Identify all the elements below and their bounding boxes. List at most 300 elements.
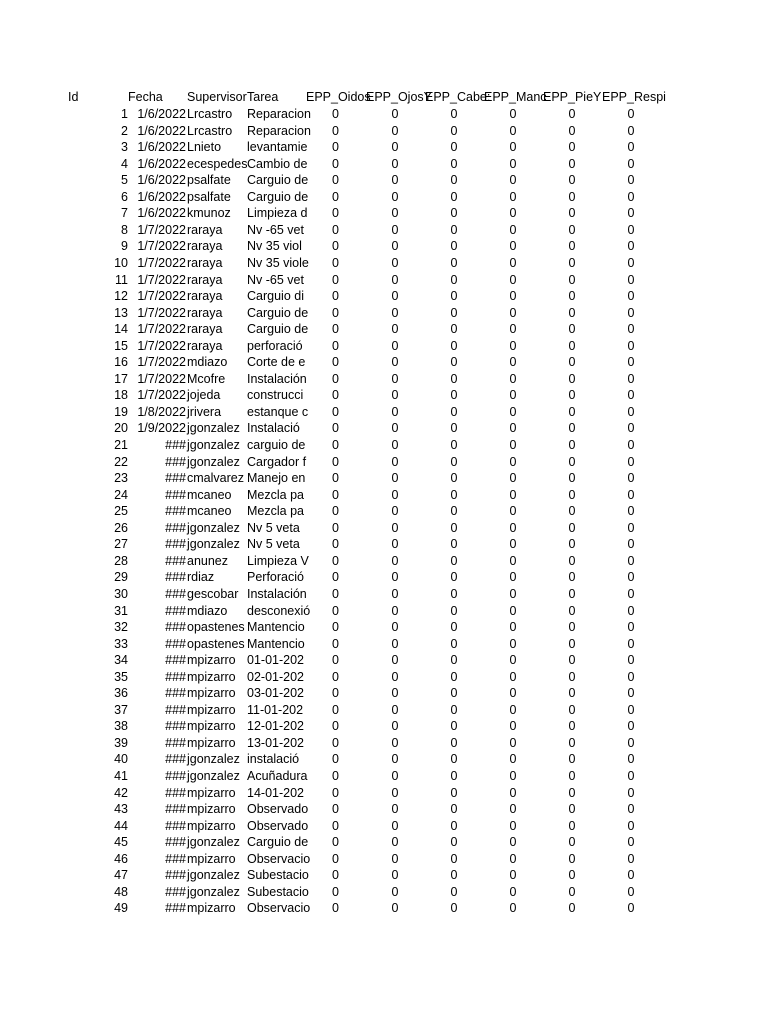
cell-epp-pie: 0 [568,802,576,817]
cell-epp-cabeza: 0 [450,868,458,883]
cell-epp-ojos: 0 [391,371,399,386]
cell-id: 9 [121,239,128,254]
cell-epp-resp: 0 [627,222,635,237]
cell-tarea: Cambio de [247,156,308,171]
cell-epp-cabeza: 0 [450,371,458,386]
cell-epp-resp: 0 [627,504,635,519]
cell-epp-pie: 0 [568,305,576,320]
cell-supervisor: jgonzalez [187,835,240,850]
table-row [0,454,768,471]
cell-epp-ojos: 0 [391,620,399,635]
cell-epp-resp: 0 [627,471,635,486]
cell-supervisor: raraya [187,322,223,337]
cell-id: 4 [121,156,128,171]
cell-tarea: 12-01-202 [247,719,304,734]
cell-supervisor: raraya [187,255,223,270]
cell-fecha: ### [165,802,186,817]
cell-id: 17 [114,371,128,386]
cell-epp-oidos: 0 [332,107,339,121]
cell-id: 37 [114,702,128,717]
cell-epp-oidos: 0 [332,239,339,254]
cell-epp-pie: 0 [568,156,576,171]
cell-tarea: construcci [247,388,304,403]
cell-epp-manos: 0 [509,884,517,899]
cell-epp-ojos: 0 [391,702,399,717]
cell-epp-oidos: 0 [332,586,339,601]
cell-fecha: 1/6/2022 [137,173,186,188]
header-tarea: Tarea [247,90,279,104]
cell-tarea: levantamie [247,140,308,155]
cell-epp-manos: 0 [509,322,517,337]
cell-epp-oidos: 0 [332,338,339,353]
cell-supervisor: jojeda [187,388,221,403]
cell-epp-cabeza: 0 [450,669,458,684]
cell-epp-manos: 0 [509,520,517,535]
cell-epp-resp: 0 [627,702,635,717]
table-row [0,272,768,289]
cell-epp-oidos: 0 [332,322,339,337]
cell-epp-oidos: 0 [332,620,339,635]
cell-epp-pie: 0 [568,520,576,535]
cell-supervisor: cmalvarez [187,471,244,486]
cell-epp-pie: 0 [568,901,576,916]
cell-epp-ojos: 0 [391,438,399,452]
cell-epp-ojos: 0 [391,305,399,320]
cell-epp-oidos: 0 [332,752,339,767]
cell-epp-cabeza: 0 [450,123,458,138]
cell-fecha: ### [165,818,186,833]
cell-epp-manos: 0 [509,586,517,601]
cell-epp-cabeza: 0 [450,322,458,337]
cell-id: 8 [121,222,128,237]
table-row [0,255,768,272]
cell-supervisor: Lnieto [187,140,222,155]
cell-epp-pie: 0 [568,504,576,519]
cell-supervisor: psalfate [187,189,231,204]
cell-id: 33 [114,636,128,651]
cell-epp-oidos: 0 [332,305,339,320]
cell-epp-ojos: 0 [391,140,399,155]
cell-epp-pie: 0 [568,636,576,651]
table-row [0,652,768,669]
cell-epp-oidos: 0 [332,222,339,237]
cell-epp-manos: 0 [509,686,517,701]
cell-tarea: Nv 5 veta [247,520,300,535]
cell-epp-pie: 0 [568,785,576,800]
cell-epp-cabeza: 0 [450,140,458,155]
cell-id: 44 [114,818,128,833]
cell-epp-oidos: 0 [332,272,339,287]
cell-tarea: Limpieza V [247,553,309,568]
table-row [0,387,768,404]
table-row [0,818,768,835]
cell-epp-cabeza: 0 [450,553,458,568]
cell-epp-resp: 0 [627,487,635,502]
cell-tarea: Carguio de [247,835,309,850]
cell-epp-pie: 0 [568,338,576,353]
cell-epp-resp: 0 [627,785,635,800]
cell-epp-manos: 0 [509,504,517,519]
cell-epp-resp: 0 [627,140,635,155]
cell-epp-pie: 0 [568,884,576,899]
cell-epp-cabeza: 0 [450,620,458,635]
cell-tarea: Carguio de [247,189,309,204]
table-row [0,354,768,371]
cell-fecha: ### [165,735,186,750]
cell-tarea: Nv 35 viol [247,239,302,254]
cell-fecha: ### [165,520,186,535]
cell-supervisor: mpizarro [187,653,236,668]
cell-epp-pie: 0 [568,388,576,403]
cell-id: 18 [114,388,128,403]
table-row [0,536,768,553]
table-row [0,735,768,752]
cell-epp-cabeza: 0 [450,404,458,419]
cell-tarea: Corte de e [247,355,306,370]
cell-epp-ojos: 0 [391,454,399,469]
cell-fecha: ### [165,487,186,502]
cell-id: 39 [114,735,128,750]
table-row [0,205,768,222]
cell-tarea: Mantencio [247,636,305,651]
cell-epp-resp: 0 [627,255,635,270]
cell-tarea: Nv -65 vet [247,272,304,287]
cell-epp-cabeza: 0 [450,438,458,452]
cell-id: 28 [114,553,128,568]
cell-id: 41 [114,769,128,783]
cell-epp-cabeza: 0 [450,388,458,403]
cell-fecha: 1/7/2022 [137,239,186,254]
cell-epp-ojos: 0 [391,471,399,486]
table-row [0,189,768,206]
cell-id: 20 [114,421,128,436]
cell-id: 29 [114,570,128,585]
cell-epp-cabeza: 0 [450,454,458,469]
cell-epp-ojos: 0 [391,272,399,287]
cell-epp-manos: 0 [509,752,517,767]
cell-epp-resp: 0 [627,686,635,701]
cell-fecha: ### [165,504,186,519]
cell-epp-resp: 0 [627,173,635,188]
cell-fecha: 1/6/2022 [137,123,186,138]
cell-fecha: ### [165,752,186,767]
cell-supervisor: mpizarro [187,735,236,750]
cell-supervisor: Lrcastro [187,107,233,121]
cell-supervisor: ecespedes [187,156,248,171]
cell-id: 10 [114,255,128,270]
cell-epp-oidos: 0 [332,140,339,155]
cell-epp-pie: 0 [568,769,576,783]
cell-epp-oidos: 0 [332,868,339,883]
cell-fecha: 1/6/2022 [137,156,186,171]
cell-id: 32 [114,620,128,635]
cell-id: 25 [114,504,128,519]
cell-epp-cabeza: 0 [450,255,458,270]
cell-id: 22 [114,454,128,469]
cell-epp-ojos: 0 [391,884,399,899]
table-row [0,222,768,239]
cell-epp-resp: 0 [627,586,635,601]
cell-fecha: ### [165,570,186,585]
cell-tarea: 03-01-202 [247,686,304,701]
table-row [0,338,768,355]
cell-epp-oidos: 0 [332,570,339,585]
cell-epp-resp: 0 [627,454,635,469]
table-row [0,371,768,388]
cell-id: 24 [114,487,128,502]
cell-supervisor: mpizarro [187,785,236,800]
cell-epp-cabeza: 0 [450,570,458,585]
cell-epp-oidos: 0 [332,471,339,486]
cell-epp-oidos: 0 [332,123,339,138]
cell-tarea: Nv 35 viole [247,255,309,270]
table-row [0,503,768,520]
cell-supervisor: mpizarro [187,818,236,833]
cell-fecha: 1/7/2022 [137,222,186,237]
cell-tarea: carguio de [247,438,306,452]
cell-id: 7 [121,206,128,221]
table-row [0,834,768,851]
cell-epp-ojos: 0 [391,388,399,403]
cell-epp-cabeza: 0 [450,504,458,519]
cell-epp-ojos: 0 [391,818,399,833]
cell-epp-oidos: 0 [332,189,339,204]
cell-epp-resp: 0 [627,835,635,850]
table-row [0,636,768,653]
cell-fecha: ### [165,686,186,701]
cell-epp-ojos: 0 [391,206,399,221]
cell-epp-ojos: 0 [391,338,399,353]
cell-epp-resp: 0 [627,769,635,783]
cell-fecha: ### [165,851,186,866]
cell-id: 23 [114,471,128,486]
cell-supervisor: jrivera [187,404,222,419]
cell-epp-cabeza: 0 [450,421,458,436]
cell-supervisor: opastenes [187,620,245,635]
cell-epp-oidos: 0 [332,438,339,452]
cell-tarea: Instalació [247,421,300,436]
cell-epp-resp: 0 [627,653,635,668]
cell-epp-resp: 0 [627,189,635,204]
cell-epp-cabeza: 0 [450,785,458,800]
cell-fecha: 1/7/2022 [137,371,186,386]
cell-epp-ojos: 0 [391,553,399,568]
cell-tarea: Limpieza d [247,206,308,221]
cell-fecha: ### [165,901,186,916]
cell-epp-resp: 0 [627,289,635,304]
cell-supervisor: jgonzalez [187,421,240,436]
table-row [0,123,768,140]
cell-epp-oidos: 0 [332,669,339,684]
cell-epp-pie: 0 [568,355,576,370]
cell-supervisor: raraya [187,305,223,320]
cell-supervisor: anunez [187,553,229,568]
cell-epp-ojos: 0 [391,719,399,734]
cell-epp-ojos: 0 [391,802,399,817]
table-row [0,520,768,537]
cell-epp-manos: 0 [509,305,517,320]
cell-tarea: Mezcla pa [247,487,304,502]
cell-fecha: ### [165,653,186,668]
cell-fecha: ### [165,553,186,568]
cell-epp-ojos: 0 [391,322,399,337]
cell-epp-oidos: 0 [332,255,339,270]
cell-epp-oidos: 0 [332,206,339,221]
cell-epp-pie: 0 [568,719,576,734]
cell-epp-oidos: 0 [332,487,339,502]
cell-epp-ojos: 0 [391,636,399,651]
cell-epp-ojos: 0 [391,239,399,254]
cell-epp-resp: 0 [627,305,635,320]
cell-epp-manos: 0 [509,338,517,353]
cell-epp-cabeza: 0 [450,305,458,320]
cell-epp-oidos: 0 [332,851,339,866]
cell-fecha: ### [165,702,186,717]
cell-epp-manos: 0 [509,272,517,287]
cell-supervisor: Lrcastro [187,123,233,138]
cell-supervisor: Mcofre [187,371,226,386]
cell-id: 26 [114,520,128,535]
table-row [0,487,768,504]
cell-supervisor: mpizarro [187,851,236,866]
cell-epp-manos: 0 [509,769,517,783]
header-epp-ojos: EPP_OjosY [366,90,433,104]
cell-epp-resp: 0 [627,802,635,817]
cell-fecha: 1/7/2022 [137,338,186,353]
cell-epp-pie: 0 [568,107,576,121]
cell-epp-manos: 0 [509,371,517,386]
cell-tarea: estanque c [247,404,309,419]
cell-supervisor: opastenes [187,636,245,651]
cell-epp-pie: 0 [568,173,576,188]
cell-epp-resp: 0 [627,123,635,138]
cell-epp-oidos: 0 [332,835,339,850]
cell-fecha: ### [165,785,186,800]
cell-epp-oidos: 0 [332,719,339,734]
cell-id: 13 [114,305,128,320]
cell-epp-oidos: 0 [332,603,339,618]
cell-id: 27 [114,537,128,552]
cell-epp-cabeza: 0 [450,239,458,254]
cell-epp-pie: 0 [568,851,576,866]
cell-supervisor: jgonzalez [187,537,240,552]
cell-epp-cabeza: 0 [450,338,458,353]
cell-epp-manos: 0 [509,785,517,800]
cell-tarea: Perforació [247,570,304,585]
table-row [0,139,768,156]
cell-fecha: ### [165,454,186,469]
cell-epp-pie: 0 [568,669,576,684]
cell-epp-pie: 0 [568,553,576,568]
cell-epp-cabeza: 0 [450,702,458,717]
cell-epp-cabeza: 0 [450,818,458,833]
cell-epp-oidos: 0 [332,702,339,717]
cell-epp-manos: 0 [509,255,517,270]
header-supervisor: Supervisor [187,90,247,104]
cell-epp-cabeza: 0 [450,355,458,370]
cell-epp-cabeza: 0 [450,471,458,486]
cell-epp-oidos: 0 [332,173,339,188]
cell-epp-ojos: 0 [391,107,399,121]
table-row [0,702,768,719]
cell-epp-ojos: 0 [391,255,399,270]
cell-epp-ojos: 0 [391,355,399,370]
cell-fecha: ### [165,636,186,651]
cell-epp-manos: 0 [509,570,517,585]
cell-epp-manos: 0 [509,421,517,436]
table-row [0,305,768,322]
cell-epp-oidos: 0 [332,454,339,469]
cell-supervisor: mpizarro [187,669,236,684]
cell-supervisor: psalfate [187,173,231,188]
cell-epp-ojos: 0 [391,901,399,916]
cell-supervisor: raraya [187,239,223,254]
cell-supervisor: jgonzalez [187,769,240,783]
cell-fecha: 1/7/2022 [137,355,186,370]
cell-tarea: Nv 5 veta [247,537,300,552]
cell-epp-manos: 0 [509,620,517,635]
cell-supervisor: gescobar [187,586,239,601]
cell-epp-manos: 0 [509,454,517,469]
cell-tarea: desconexió [247,603,311,618]
cell-tarea: Observado [247,818,309,833]
cell-epp-oidos: 0 [332,421,339,436]
cell-epp-resp: 0 [627,620,635,635]
cell-epp-cabeza: 0 [450,719,458,734]
cell-fecha: 1/8/2022 [137,404,186,419]
cell-epp-manos: 0 [509,868,517,883]
cell-epp-cabeza: 0 [450,686,458,701]
table-row [0,718,768,735]
cell-epp-manos: 0 [509,653,517,668]
cell-id: 14 [114,322,128,337]
cell-supervisor: raraya [187,338,223,353]
cell-tarea: 13-01-202 [247,735,304,750]
table-row [0,867,768,884]
cell-epp-cabeza: 0 [450,851,458,866]
cell-id: 35 [114,669,128,684]
cell-epp-ojos: 0 [391,487,399,502]
cell-epp-ojos: 0 [391,769,399,783]
cell-epp-resp: 0 [627,868,635,883]
cell-epp-manos: 0 [509,388,517,403]
cell-epp-ojos: 0 [391,868,399,883]
cell-epp-resp: 0 [627,156,635,171]
cell-epp-oidos: 0 [332,735,339,750]
cell-epp-cabeza: 0 [450,189,458,204]
cell-tarea: Instalación [247,371,307,386]
cell-epp-pie: 0 [568,835,576,850]
cell-supervisor: jgonzalez [187,454,240,469]
cell-id: 21 [114,438,128,452]
cell-supervisor: jgonzalez [187,520,240,535]
cell-epp-pie: 0 [568,438,576,452]
cell-supervisor: mpizarro [187,802,236,817]
cell-epp-oidos: 0 [332,520,339,535]
cell-epp-manos: 0 [509,603,517,618]
cell-tarea: 14-01-202 [247,785,304,800]
cell-id: 19 [114,404,128,419]
cell-epp-cabeza: 0 [450,156,458,171]
cell-supervisor: raraya [187,222,223,237]
cell-epp-resp: 0 [627,338,635,353]
cell-epp-oidos: 0 [332,553,339,568]
cell-epp-oidos: 0 [332,901,339,916]
cell-epp-resp: 0 [627,818,635,833]
header-epp-cabeza: EPP_Cabe: [425,90,491,104]
cell-epp-ojos: 0 [391,603,399,618]
table-row [0,321,768,338]
